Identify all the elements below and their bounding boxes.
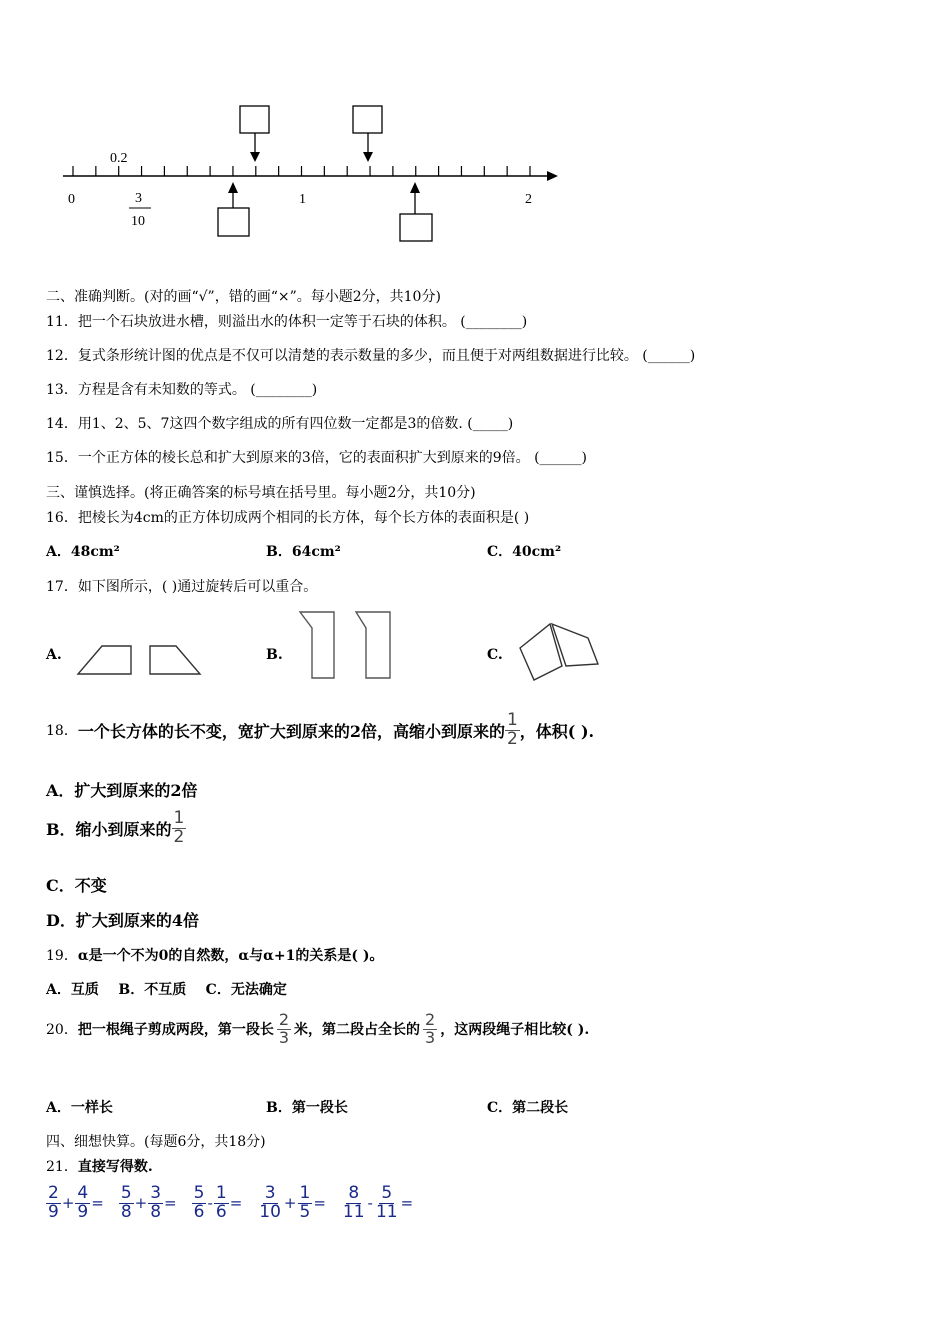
question-18: 18． 一个长方体的长不变，宽扩大到原来的2倍，高缩小到原来的 $\frac{1}{2}$ ，体积( ).	[46, 710, 595, 749]
question-19: 19．α是一个不为0的自然数，α与α+1的关系是( )。	[46, 948, 384, 964]
label-0: 0	[68, 192, 75, 207]
label-0-2: 0.2	[110, 151, 128, 166]
expr-2: $\frac{5}{8}$ + $\frac{3}{8}$ =	[120, 1183, 177, 1222]
q17-option-c: C.	[487, 647, 503, 663]
question-17: 17．如下图所示，( )通过旋转后可以重合。	[46, 579, 318, 595]
question-20: 20． 把一根绳子剪成两段，第一段长 $\frac{2}{3}$ 米，第二段占全长的 $\frac{2}{3}$ ，这两段绳子相比较( ).	[46, 1010, 590, 1047]
expr-3: $\frac{5}{6}$ - $\frac{1}{6}$ =	[193, 1183, 243, 1222]
q16-option-c: C．40cm²	[487, 544, 562, 560]
label-frac-den: 10	[131, 214, 145, 229]
q17-option-a: A.	[46, 647, 62, 663]
number-line-ticks	[73, 166, 530, 176]
q20-option-b: B．第一段长	[266, 1100, 348, 1116]
q17-shape-b	[296, 608, 396, 683]
answer-box-top-2	[353, 106, 382, 133]
section-3-title: 三、谨慎选择。(将正确答案的标号填在括号里。每小题2分，共10分)	[46, 485, 476, 501]
down-arrow-2	[363, 152, 373, 162]
q18-option-c: C．不变	[46, 876, 107, 895]
question-15: 15．一个正方体的棱长总和扩大到原来的3倍，它的表面积扩大到原来的9倍。 (______)	[46, 450, 588, 466]
q17-shape-a	[76, 640, 206, 680]
q18-option-b: B．缩小到原来的 $\frac{1}{2}$	[46, 808, 185, 847]
section-2-title: 二、准确判断。(对的画“√”，错的画“×”。每小题2分，共10分)	[46, 289, 441, 305]
question-12: 12．复式条形统计图的优点是不仅可以清楚的表示数量的多少，而且便于对两组数据进行比较。 (______)	[46, 348, 696, 364]
q17-option-b: B.	[266, 647, 283, 663]
q19-options: A．互质 B．不互质 C．无法确定	[46, 982, 287, 998]
q16-option-b: B．64cm²	[266, 544, 341, 560]
question-21: 21．直接写得数.	[46, 1159, 153, 1175]
label-frac-num: 3	[135, 191, 142, 206]
expr-5: $\frac{8}{11}$ - $\frac{5}{11}$ =	[342, 1183, 414, 1222]
up-arrow-1	[228, 182, 238, 193]
question-16: 16．把棱长为4cm的正方体切成两个相同的长方体，每个长方体的表面积是( )	[46, 510, 530, 526]
q16-option-a: A．48cm²	[46, 544, 120, 560]
question-11: 11．把一个石块放进水槽，则溢出水的体积一定等于石块的体积。 (________)	[46, 314, 528, 330]
section-4-title: 四、细想快算。(每题6分，共18分)	[46, 1134, 266, 1150]
up-arrow-2	[410, 182, 420, 193]
expr-1: $\frac{2}{9}$ + $\frac{4}{9}$ =	[48, 1183, 104, 1222]
q20-option-c: C．第二段长	[487, 1100, 569, 1116]
q17-shape-c	[512, 616, 607, 686]
q18-option-d: D．扩大到原来的4倍	[46, 911, 200, 930]
answer-box-bottom-1	[218, 208, 249, 236]
expr-4: $\frac{3}{10}$ + $\frac{1}{5}$ =	[259, 1183, 326, 1222]
answer-box-top-1	[240, 106, 269, 133]
question-13: 13．方程是含有未知数的等式。 (________)	[46, 382, 318, 398]
down-arrow-1	[250, 152, 260, 162]
question-14: 14．用1、2、5、7这四个数字组成的所有四位数一定都是3的倍数. (_____)	[46, 416, 514, 432]
q20-option-a: A．一样长	[46, 1100, 113, 1116]
q18-option-a: A．扩大到原来的2倍	[46, 781, 198, 800]
label-2: 2	[525, 192, 532, 207]
number-line-arrow	[547, 171, 558, 181]
answer-box-bottom-2	[400, 214, 432, 241]
mental-math-row	[46, 1185, 414, 1222]
label-1: 1	[299, 192, 306, 207]
number-line-figure	[55, 100, 575, 250]
